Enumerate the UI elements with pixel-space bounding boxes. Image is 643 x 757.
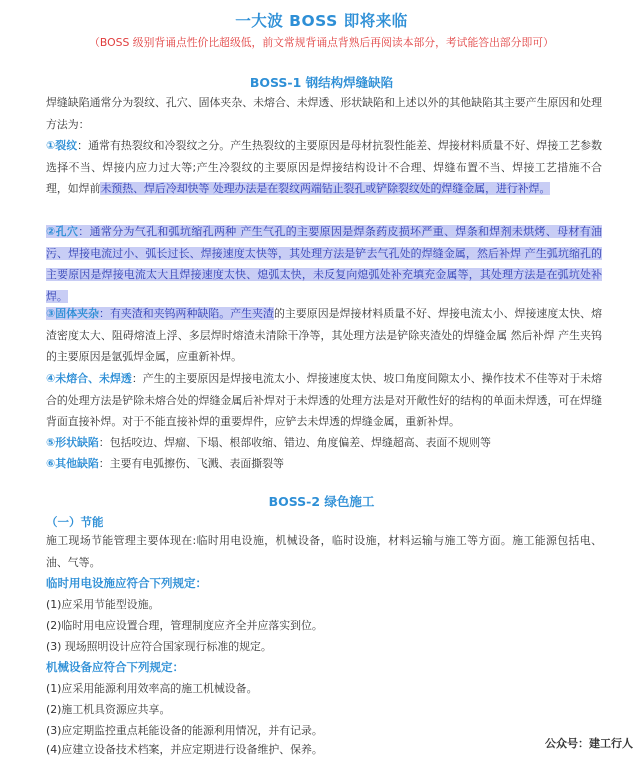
- defect-highlight-text: ：通常分为气孔和弧坑缩孔两种 产生气孔的主要原因是焊条药皮损坏严重、焊条和焊剂未烘烤、母材有油污、焊接电流过小、弧长过长、焊接速度太快等，其处理方法是铲去气孔处的焊缝金属，然后补焊 产生弧坑缩孔的主要原因是焊接电流太大且焊接速度太快、熄弧太快，未反复向熄弧处补充填充金属等，其处理方法是在弧坑处补焊。: [46, 225, 602, 303]
- defect-text: ：主要有电弧擦伤、飞溅、表面撕裂等: [98, 457, 284, 470]
- boss2-heading: BOSS-2 绿色施工: [268, 494, 375, 509]
- defect-highlight-text: 未预热、焊后冷却快等 处理办法是在裂纹两端钻止裂孔或铲除裂纹处的焊缝金属，进行补焊。: [100, 182, 551, 195]
- defect-item-cavity: [46, 221, 602, 307]
- page-subtitle-note: （BOSS 级别背诵点性价比超级低，前文常规背诵点背熟后再阅读本部分，考试能答出部分即可）: [89, 36, 554, 49]
- defect-label: ⑤形状缺陷: [46, 436, 99, 449]
- defect-text: ：产生的主要原因是焊接电流太小、焊接速度太快、坡口角度间隙太小、操作技术不佳等对于未熔合的处理方法是铲除未熔合处的焊缝金属后补焊对于未焊透的处理方法是对开敞性好的结构的单面未焊透，可在焊缝背面直接补焊。对于不能直接补焊的重要焊件，应铲去未焊透的焊缝金属，重新补焊。: [46, 372, 602, 428]
- temp-power-rule-item: (2)临时用电应设置合理，管理制度应齐全并应落实到位。: [46, 619, 323, 632]
- section-energy-title: （一）节能: [46, 515, 104, 529]
- defect-text: ：包括咬边、焊瘤、下塌、根部收缩、错边、角度偏差、焊缝超高、表面不规则等: [98, 436, 491, 449]
- machinery-rule-item: (2)施工机具资源应共享。: [46, 703, 171, 716]
- energy-intro: 施工现场节能管理主要体现在:临时用电设施，机械设备，临时设施，材料运输与施工等方面。施工能源包括电、油、气等。: [46, 534, 602, 569]
- defect-item-other: [46, 453, 602, 475]
- defect-item-shape: [46, 432, 602, 454]
- defect-highlight-text: ：有夹渣和夹钨两种缺陷。产生夹渣: [99, 307, 274, 320]
- defect-label: ⑥其他缺陷: [46, 457, 99, 470]
- machinery-rule-item: (4)应建立设备技术档案，并应定期进行设备维护、保养。: [46, 743, 323, 756]
- temp-power-rule-item: (1)应采用节能型设施。: [46, 598, 160, 611]
- defect-text: 的主要原因是焊接材料质量不好、焊接电流太小、焊接速度太快、熔渣密度太大、阻碍熔渣上浮、多层焊时熔渣未清除干净等，其处理方法是铲除夹渣处的焊缝金属 然后补焊 产生夹钨的主要原因是氩弧焊金属，应重新补焊。: [46, 307, 602, 363]
- defect-text: ：通常有热裂纹和冷裂纹之分。产生热裂纹的主要原因是母材抗裂性能差、焊接材料质量不好、焊接工艺参数选择不当、焊接内应力过大等;产生冷裂纹的主要原因是焊接结构设计不合理、焊缝布置不当、焊接工艺措施不合理，如焊前: [46, 139, 602, 195]
- defect-item-crack: [46, 135, 602, 200]
- machinery-rule-item: (1)应采用能源利用效率高的施工机械设备。: [46, 682, 258, 695]
- defect-item-inclusion: [46, 303, 602, 368]
- boss1-intro: 焊缝缺陷通常分为裂纹、孔穴、固体夹杂、未熔合、未焊透、形状缺陷和上述以外的其他缺陷其主要产生原因和处理方法为：: [46, 96, 602, 131]
- defect-label: ③固体夹杂: [46, 307, 100, 320]
- defect-label: ④未熔合、未焊透: [46, 372, 132, 385]
- defect-label: ①裂纹: [46, 139, 78, 152]
- temp-power-rules-title: 临时用电设施应符合下列规定：: [46, 576, 207, 590]
- temp-power-rule-item: (3) 现场照明设计应符合国家现行标准的规定。: [46, 640, 272, 653]
- machinery-rules-title: 机械设备应符合下列规定：: [46, 660, 184, 674]
- page-title: 一大波 BOSS 即将来临: [235, 12, 408, 30]
- defect-label: ②孔穴: [46, 225, 79, 238]
- boss1-heading: BOSS-1 钢结构焊缝缺陷: [249, 75, 394, 90]
- footer-credit: 公众号：建工行人: [545, 737, 633, 750]
- machinery-rule-item: (3)应定期监控重点耗能设备的能源利用情况，并有记录。: [46, 724, 323, 737]
- defect-item-lack-of-fusion: [46, 368, 602, 433]
